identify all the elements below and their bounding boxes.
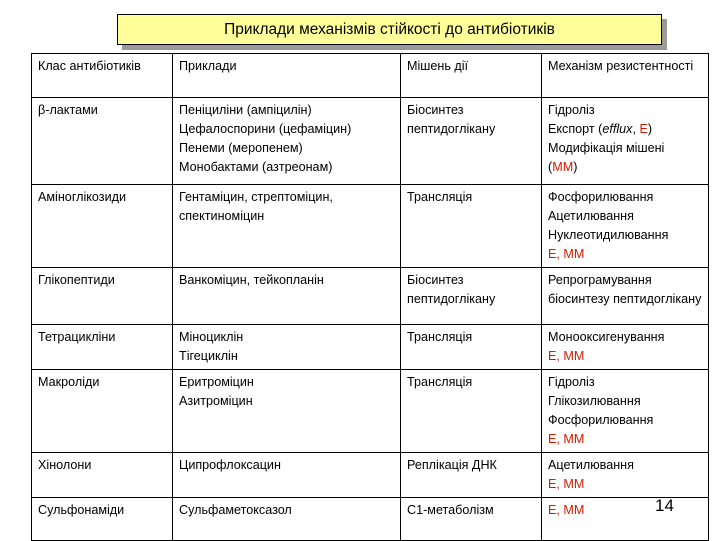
cell-examples (173, 325, 401, 370)
cell-mechanism (542, 185, 709, 268)
cell-examples: Ванкоміцин, тейкопланін (173, 268, 401, 325)
mechanism-text: ( (548, 160, 553, 174)
mechanism-text: ) (647, 122, 653, 136)
header-class: Клас антибіотиків (32, 54, 173, 98)
table-row (32, 453, 709, 498)
example-line: Міноциклін (179, 330, 244, 344)
example-line: Тігециклін (179, 349, 238, 363)
table-row (32, 268, 709, 325)
cell-examples: Гентаміцин, стрептоміцин, спектиноміцин (173, 185, 401, 268)
cell-target: Реплікація ДНК (401, 453, 542, 498)
mechanism-line: Гідроліз (548, 103, 595, 117)
cell-class: Глікопептиди (32, 268, 173, 325)
cell-mechanism (542, 98, 709, 185)
mechanism-code: E, MM (548, 432, 585, 446)
mechanism-line: Гідроліз (548, 375, 595, 389)
cell-class: Макроліди (32, 370, 173, 453)
cell-mechanism: Репрограмування біосинтезу пептидоглікану (542, 268, 709, 325)
example-line: Цефалоспорини (цефаміцин) (179, 122, 352, 136)
cell-mechanism (542, 453, 709, 498)
example-line: Еритроміцин (179, 375, 254, 389)
mechanism-code: E, MM (548, 349, 585, 363)
table-row (32, 370, 709, 453)
mechanism-code: E, MM (548, 247, 585, 261)
cell-examples: Сульфаметоксазол (173, 498, 401, 541)
mechanism-code: E (639, 122, 648, 136)
cell-mechanism (542, 498, 709, 541)
title-banner (117, 14, 662, 45)
mechanism-code: E, MM (548, 503, 585, 517)
cell-examples: Ципрофлоксацин (173, 453, 401, 498)
cell-class: Аміноглікозиди (32, 185, 173, 268)
efflux-term: efflux (602, 122, 633, 136)
example-line: Азитроміцин (179, 394, 253, 408)
cell-examples (173, 98, 401, 185)
cell-target: Біосинтез пептидоглікану (401, 268, 542, 325)
table-header-row (32, 54, 709, 98)
mechanism-code: MM (552, 160, 574, 174)
mechanism-code: E, MM (548, 477, 585, 491)
header-examples: Приклади (173, 54, 401, 98)
table-row (32, 185, 709, 268)
mechanism-line (548, 120, 703, 139)
resistance-table (31, 53, 709, 541)
page-number: 14 (655, 496, 674, 515)
table-row (32, 325, 709, 370)
mechanism-line: Фосфорилювання (548, 413, 654, 427)
cell-target: Біосинтез пептидоглікану (401, 98, 542, 185)
table-row (32, 98, 709, 185)
cell-mechanism (542, 370, 709, 453)
cell-class: β-лактами (32, 98, 173, 185)
cell-target: Трансляція (401, 325, 542, 370)
example-line: Пеніциліни (ампіцилін) (179, 103, 312, 117)
header-target: Мішень дії (401, 54, 542, 98)
mechanism-line: Глікозилювання (548, 394, 641, 408)
page-title: Приклади механізмів стійкості до антибіотиків (117, 14, 662, 45)
mechanism-text: ) (573, 160, 578, 174)
cell-examples (173, 370, 401, 453)
cell-mechanism (542, 325, 709, 370)
cell-class: Сульфонаміди (32, 498, 173, 541)
mechanism-text: , (632, 122, 640, 136)
mechanism-line: Нуклеотидилювання (548, 228, 669, 242)
cell-class: Хінолони (32, 453, 173, 498)
table-row (32, 498, 709, 541)
cell-target: С1-метаболізм (401, 498, 542, 541)
mechanism-line: Ацетилювання (548, 209, 634, 223)
mechanism-line: Модифікація мішені (548, 141, 665, 155)
mechanism-line: Ацетилювання (548, 458, 634, 472)
header-mechanism: Механізм резистентності (542, 54, 709, 98)
example-line: Пенеми (меропенем) (179, 141, 303, 155)
cell-class: Тетрацикліни (32, 325, 173, 370)
mechanism-line: Монооксигенування (548, 330, 665, 344)
mechanism-line (548, 158, 703, 177)
example-line: Монобактами (азтреонам) (179, 160, 333, 174)
cell-target: Трансляція (401, 185, 542, 268)
mechanism-text: Експорт ( (548, 122, 603, 136)
mechanism-line: Фосфорилювання (548, 190, 654, 204)
cell-target: Трансляція (401, 370, 542, 453)
